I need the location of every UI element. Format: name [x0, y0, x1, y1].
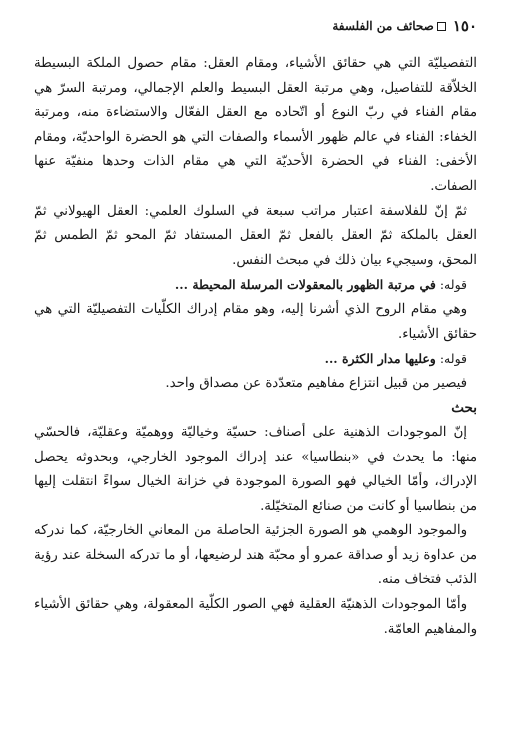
section-paragraph: والموجود الوهمي هو الصورة الجزئية الحاصلة من المعاني الخارجيّة، كما ندركه من عداوة زيد أو صداقة عمرو أو محبّة هند لرضيعها، أو ما تدركه السخلة عند رؤية الذئب فتخاف منه.: [34, 523, 477, 588]
quote-label: قوله:: [439, 277, 467, 293]
quote-text: وعليها مدار الكثرة ...: [324, 351, 436, 367]
quote-line: [34, 273, 477, 298]
running-title: صحائف من الفلسفة: [332, 19, 434, 33]
square-marker-icon: [437, 22, 446, 31]
body-text: [34, 52, 477, 642]
quote-text: في مرتبة الظهور بالمعقولات المرسلة المحيطة ...: [174, 277, 436, 293]
section-paragraph: وأمّا الموجودات الذهنيّة العقلية فهي الصور الكلّية المعقولة، وهي حقائق الأشياء والمفاهيم العامّة.: [34, 597, 477, 637]
paragraph-continued: التفصيليّة التي هي حقائق الأشياء، ومقام العقل: مقام حصول الملكة البسيطة الخلاّقة للتفاصيل، وهي مرتبة العقل البسيط والعلم الإجمالي، ومرتبة السرّ هي مقام الفناء في ربّ النوع أو اتّحاده مع العقل الفعّال والاستضاءة منه، ومرتبة الخفاء: الفناء في عالم ظهور الأسماء والصفات التي هو الحضرة الواحديّة، ومقام الأخفى: الفناء في الحضرة الأحديّة التي هي مقام الذات وحدها منفيّة عنها الصفات.: [34, 56, 477, 194]
quote-label: قوله:: [439, 351, 467, 367]
page-number: ١٥٠: [452, 17, 477, 35]
paragraph-abstraction: فيصير من قبيل انتزاع مفاهيم متعدّدة عن مصداق واحد.: [165, 375, 467, 391]
section-heading: بحث: [451, 400, 477, 417]
running-head: [34, 14, 477, 38]
section-paragraph: إنّ الموجودات الذهنية على أصناف: حسيّة وخياليّة ووهميّة وعقليّة، فالحسّي منها: ما يحدث في «بنطاسيا» عند إدراك الموجود الخارجي، وبحدوثه يحصل الإدراك، وأمّا الخيالي فهو الصورة الموجودة في خزانة الخيال سواءً انتقلت إليها من بنطاسيا أو كانت من صنائع المتخيّلة.: [34, 424, 477, 514]
paragraph-seven-stages: ثمّ إنّ للفلاسفة اعتبار مراتب سبعة في السلوك العلمي: العقل الهيولاني ثمّ العقل بالملكة ثمّ العقل بالفعل ثمّ العقل المستفاد ثمّ المحو ثمّ الطمس ثمّ المحق، وسيجيء بيان ذلك في مبحث النفس.: [34, 203, 477, 268]
paragraph-spirit-station: وهي مقام الروح الذي أشرنا إليه، وهو مقام إدراك الكلّيات التفصيليّة التي هي حقائق الأشياء.: [34, 301, 477, 342]
quote-line: [34, 347, 477, 372]
